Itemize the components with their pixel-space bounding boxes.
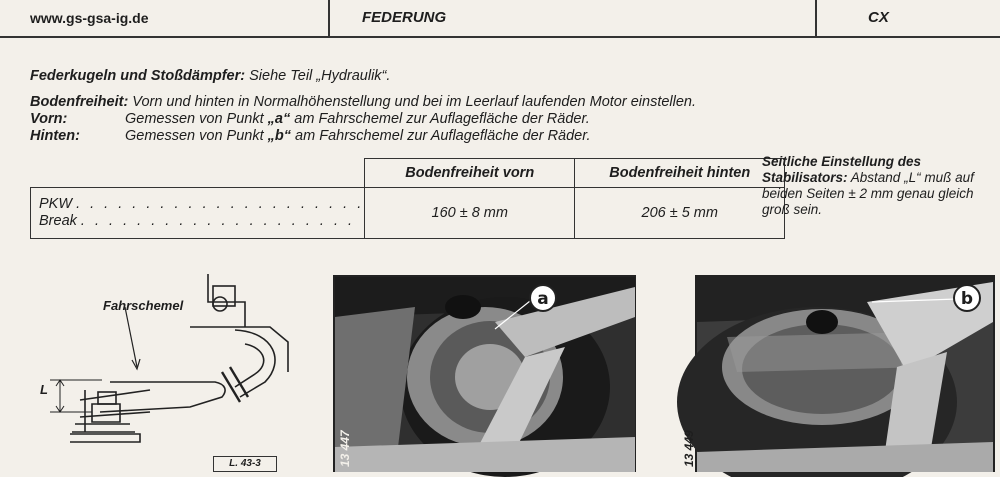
photo-front-point: [333, 275, 636, 472]
stabilizer-note: Seitliche Einstellung des Stabilisators: Abstand „L“ muß auf beiden Seiten ± 2 mm genau gleich groß sein.: [762, 154, 974, 217]
value-front: 160 ± 8 mm: [365, 188, 575, 239]
col-header-rear: Bodenfreiheit hinten: [575, 159, 785, 188]
spring-spheres-line: Federkugeln und Stoßdämpfer: Siehe Teil „Hydraulik“.: [30, 68, 391, 84]
header-divider: [328, 0, 330, 36]
row-labels: [31, 188, 365, 239]
model-name: CX: [868, 9, 889, 26]
row-label-pkw: PKW . . . . . . . . . . . . . . . . . . . . .: [39, 196, 365, 212]
photo-label-b: b: [953, 284, 981, 312]
site-url: www.gs-gsa-ig.de: [30, 10, 149, 26]
photo-number-2: 13 449: [682, 430, 696, 467]
subframe-diagram: [40, 272, 300, 467]
table-empty-header: [31, 159, 365, 188]
photo-label-a: a: [529, 284, 557, 312]
value-rear: 206 ± 5 mm: [575, 188, 785, 239]
photo-rear-point: [682, 275, 995, 472]
ground-clearance-line: Bodenfreiheit: Vorn und hinten in Normalhöhenstellung und bei im Leerlauf laufenden Motor einstellen.: [30, 94, 697, 110]
clearance-table: [30, 158, 785, 239]
front-measure-line: Vorn: Gemessen von Punkt „a“ am Fahrschemel zur Auflagefläche der Räder.: [30, 111, 590, 127]
diagram-label-L: L: [40, 382, 48, 397]
diagram-id: L. 43-3: [213, 456, 277, 472]
photo-number-1: 13 447: [338, 430, 352, 467]
header-divider: [815, 0, 817, 36]
rear-measure-line: Hinten: Gemessen von Punkt „b“ am Fahrschemel zur Auflagefläche der Räder.: [30, 128, 591, 144]
page-header: [0, 0, 1000, 38]
section-title: FEDERUNG: [362, 9, 447, 26]
rear-photo-image: [697, 277, 993, 472]
col-header-front: Bodenfreiheit vorn: [365, 159, 575, 188]
diagram-label-subframe: Fahrschemel: [103, 298, 184, 313]
row-label-break: Break . . . . . . . . . . . . . . . . . . . .: [39, 213, 356, 229]
front-photo-image: [335, 277, 635, 472]
